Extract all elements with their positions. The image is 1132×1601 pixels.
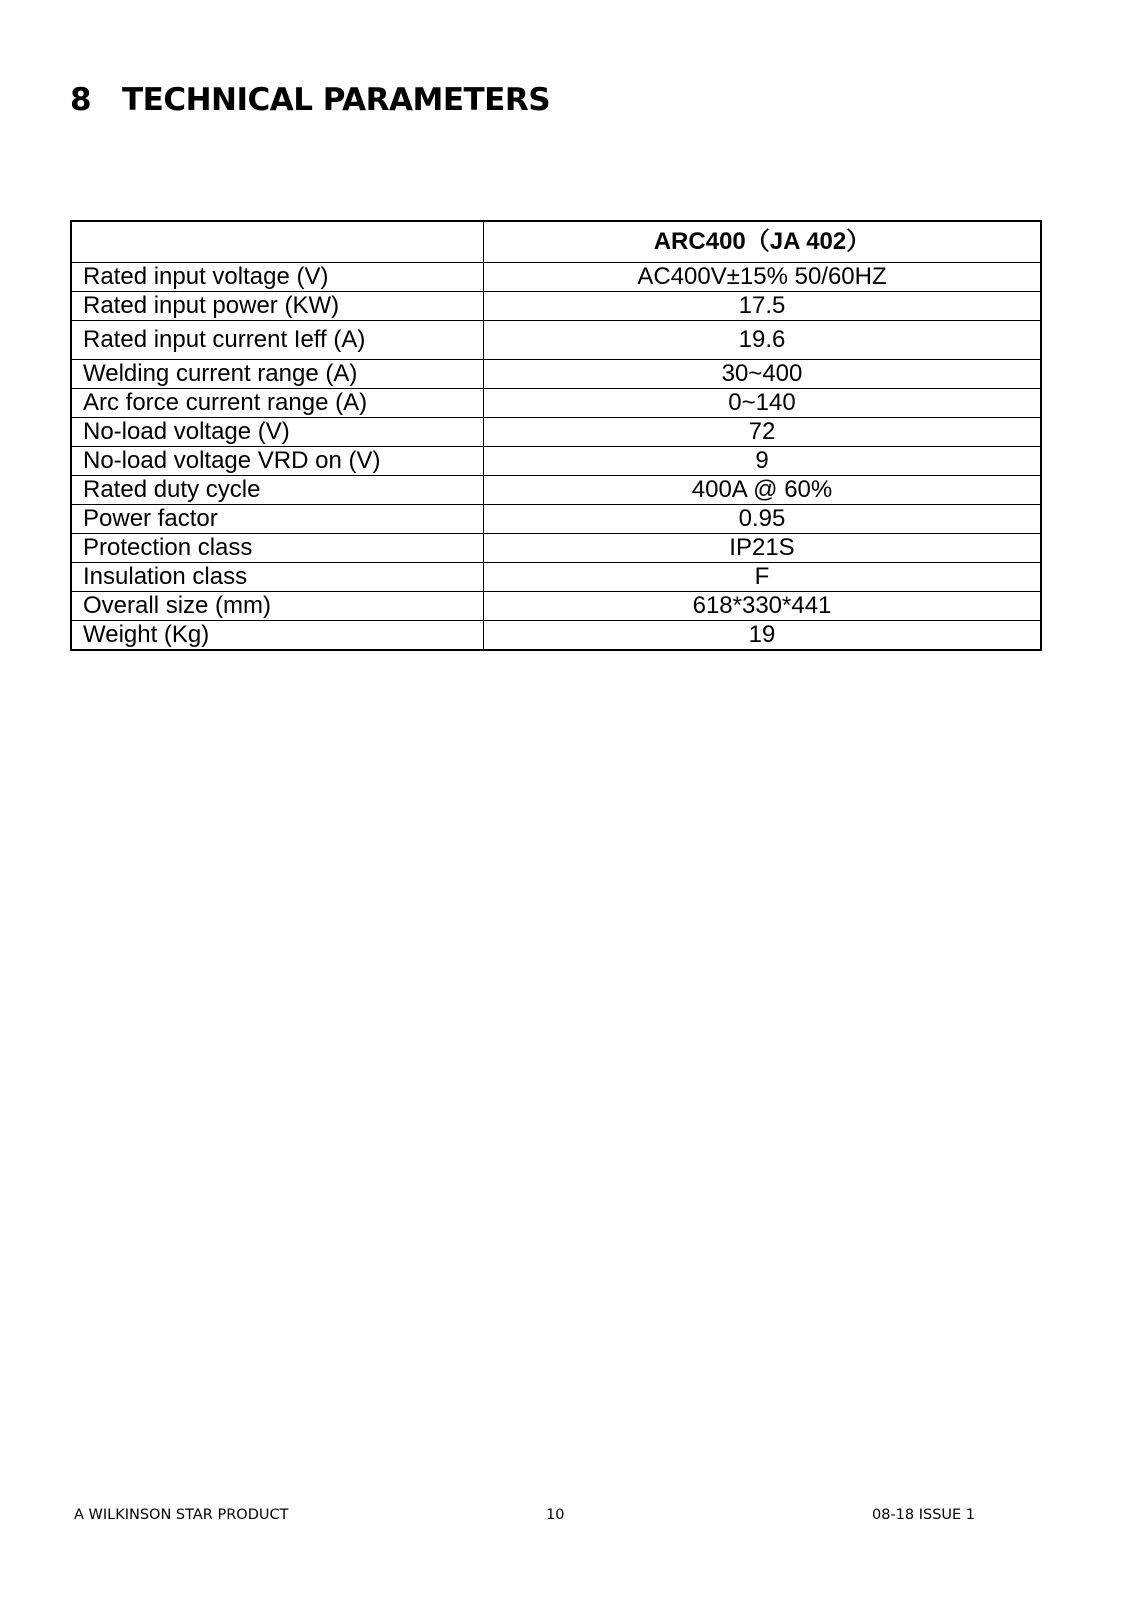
parameter-value: AC400V±15% 50/60HZ: [484, 263, 1042, 292]
parameter-value: 0.95: [484, 505, 1042, 534]
table-row: [71, 505, 1041, 534]
parameter-label: No-load voltage (V): [71, 418, 484, 447]
parameter-label: Rated duty cycle: [71, 476, 484, 505]
header-label-cell: [71, 221, 484, 263]
table-row: [71, 263, 1041, 292]
section-heading: [70, 82, 550, 118]
table-row: [71, 389, 1041, 418]
technical-parameters-table: [70, 220, 1042, 651]
parameter-label: Protection class: [71, 534, 484, 563]
table-header-row: [71, 221, 1041, 263]
table-row: [71, 321, 1041, 360]
table-row: [71, 534, 1041, 563]
table-row: [71, 447, 1041, 476]
parameter-value: 9: [484, 447, 1042, 476]
table-row: [71, 621, 1041, 651]
table-row: [71, 592, 1041, 621]
parameter-value: 0~140: [484, 389, 1042, 418]
parameter-value: 618*330*441: [484, 592, 1042, 621]
parameter-label: Power factor: [71, 505, 484, 534]
parameter-label: Rated input power (KW): [71, 292, 484, 321]
parameter-label: Overall size (mm): [71, 592, 484, 621]
parameter-value: 17.5: [484, 292, 1042, 321]
header-model-cell: ARC400（JA 402）: [484, 221, 1042, 263]
parameter-label: Weight (Kg): [71, 621, 484, 651]
parameter-label: Welding current range (A): [71, 360, 484, 389]
footer-issue: 08-18 ISSUE 1: [872, 1507, 976, 1523]
section-number: 8: [70, 82, 92, 118]
parameter-value: 400A @ 60%: [484, 476, 1042, 505]
footer-brand: A WILKINSON STAR PRODUCT: [74, 1507, 289, 1523]
table-row: [71, 360, 1041, 389]
table-row: [71, 563, 1041, 592]
parameter-value: 72: [484, 418, 1042, 447]
section-title: TECHNICAL PARAMETERS: [122, 82, 551, 118]
parameter-label: Insulation class: [71, 563, 484, 592]
parameter-value: 19: [484, 621, 1042, 651]
parameter-value: 30~400: [484, 360, 1042, 389]
parameter-label: Rated input voltage (V): [71, 263, 484, 292]
parameter-label: Arc force current range (A): [71, 389, 484, 418]
table-row: [71, 418, 1041, 447]
parameter-value: IP21S: [484, 534, 1042, 563]
page-number: 10: [546, 1507, 565, 1523]
table-row: [71, 292, 1041, 321]
parameter-label: Rated input current Ieff (A): [71, 321, 484, 360]
table-row: [71, 476, 1041, 505]
parameter-value: 19.6: [484, 321, 1042, 360]
parameter-label: No-load voltage VRD on (V): [71, 447, 484, 476]
parameter-value: F: [484, 563, 1042, 592]
